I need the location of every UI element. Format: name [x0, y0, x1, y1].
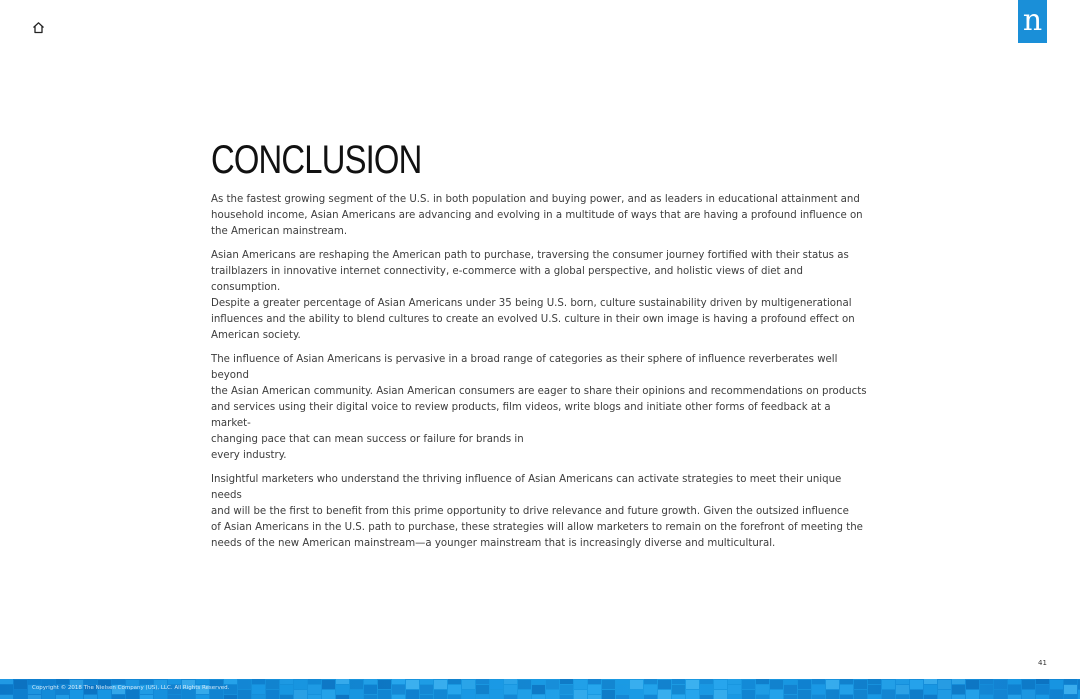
brand-logo [1018, 0, 1047, 43]
page-number: 41 [1038, 659, 1047, 667]
page-title: CONCLUSION [211, 138, 422, 182]
logo-letter: n [1022, 3, 1043, 38]
paragraph-4: Insightful marketers who understand the thriving influence of Asian Americans can activate strategies to meet their unique needs and will be the first to benefit from this prime opportunity to drive relevance and future growth. Given the outsized influence of Asian Americans in the U.S. path to purchase, these strategies will allow marketers to remain on the forefront of meeting the needs of the new American mainstream—a younger mainstream that is increasingly diverse and multicultural. [211, 474, 863, 549]
copyright-text: Copyright © 2018 The Nielsen Company (US), LLC. All Rights Reserved. [32, 685, 230, 691]
home-icon[interactable] [32, 19, 45, 32]
paragraph-2: Asian Americans are reshaping the American path to purchase, traversing the consumer journey fortified with their status as trailblazers in innovative internet connectivity, e-commerce with a global perspective, and holistic views of diet and consumption. Despite a greater percentage of Asian Americans under 35 being U.S. born, culture sustainability driven by multigenerational influences and the ability to blend cultures to create an evolved U.S. culture in their own image is having a profound effect on American society. [211, 250, 855, 341]
paragraph-3: The influence of Asian Americans is pervasive in a broad range of categories as their sphere of influence reverberates well beyond the Asian American community. Asian American consumers are eager to share their opinions and recommendations on products and services using their digital voice to review products, film videos, write blogs and initiate other forms of feedback at a market- changing pace that can mean success or failure for brands in every industry. [211, 354, 867, 461]
main-content [211, 138, 871, 560]
paragraph-1: As the fastest growing segment of the U.S. in both population and buying power, and as leaders in educational attainment and household income, Asian Americans are advancing and evolving in a multitude of ways that are having a profound influence on the American mainstream. [211, 194, 863, 237]
